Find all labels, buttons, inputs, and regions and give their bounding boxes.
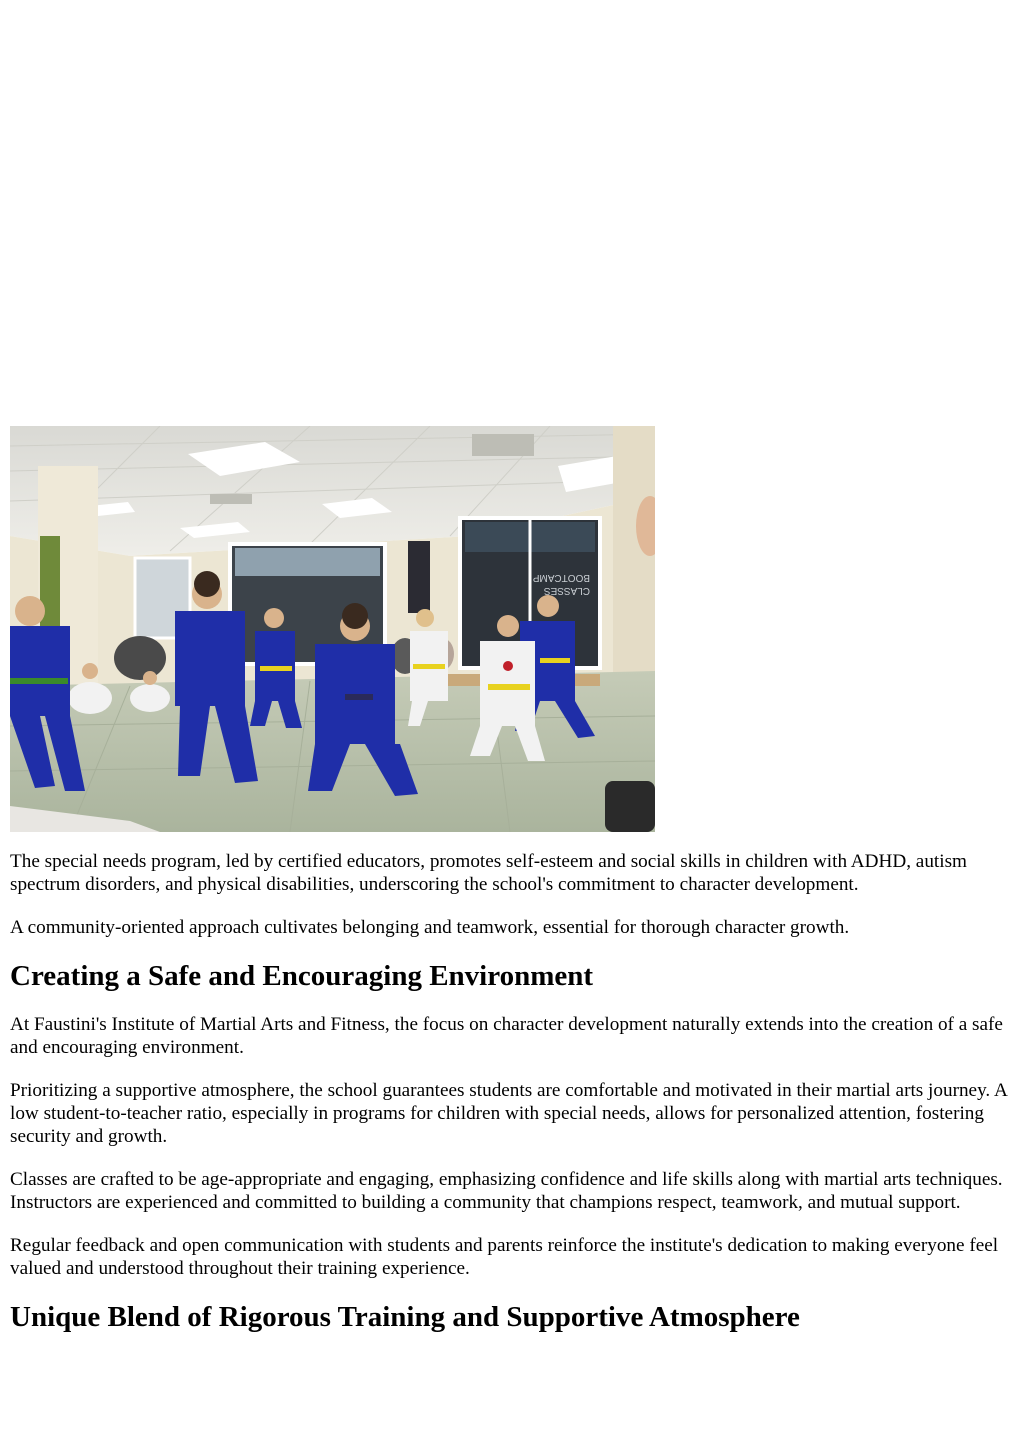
class-photo — [10, 426, 655, 832]
equipment-bag — [605, 781, 655, 832]
svg-text:BOOTCAMP: BOOTCAMP — [532, 572, 590, 583]
paragraph-feedback: Regular feedback and open communication with students and parents reinforce the institute's dedication to making everyone feel valued and understood throughout their training experience. — [10, 1235, 999, 1279]
heading-unique-blend: Unique Blend of Rigorous Training and Supportive Atmosphere — [10, 1301, 800, 1333]
svg-text:CLASSES: CLASSES — [543, 585, 590, 596]
paragraph-focus: At Faustini's Institute of Martial Arts and Fitness, the focus on character development naturally extends into the creation of a safe and encouraging environment. — [10, 1014, 1003, 1058]
paragraph-supportive: Prioritizing a supportive atmosphere, the school guarantees students are comfortable and motivated in their martial arts journey. A low student-to-teacher ratio, especially in programs for children with special needs, allows for personalized attention, fostering security and growth. — [10, 1080, 1007, 1147]
heading-safe-environment: Creating a Safe and Encouraging Environment — [10, 960, 594, 992]
vent — [210, 494, 252, 504]
paragraph-community: A community-oriented approach cultivates belonging and teamwork, essential for thorough character growth. — [10, 917, 850, 938]
paragraph-classes: Classes are crafted to be age-appropriate and engaging, emphasizing confidence and life skills along with martial arts techniques. Instructors are experienced and committed to building a community that champions respect, teamwork, and mutual support. — [10, 1169, 1003, 1213]
banner — [408, 541, 430, 613]
article-body — [10, 850, 1010, 1354]
vent — [472, 434, 534, 456]
paragraph-special-needs: The special needs program, led by certified educators, promotes self-esteem and social skills in children with ADHD, autism spectrum disorders, and physical disabilities, underscoring the school's commitment to character development. — [10, 851, 967, 895]
